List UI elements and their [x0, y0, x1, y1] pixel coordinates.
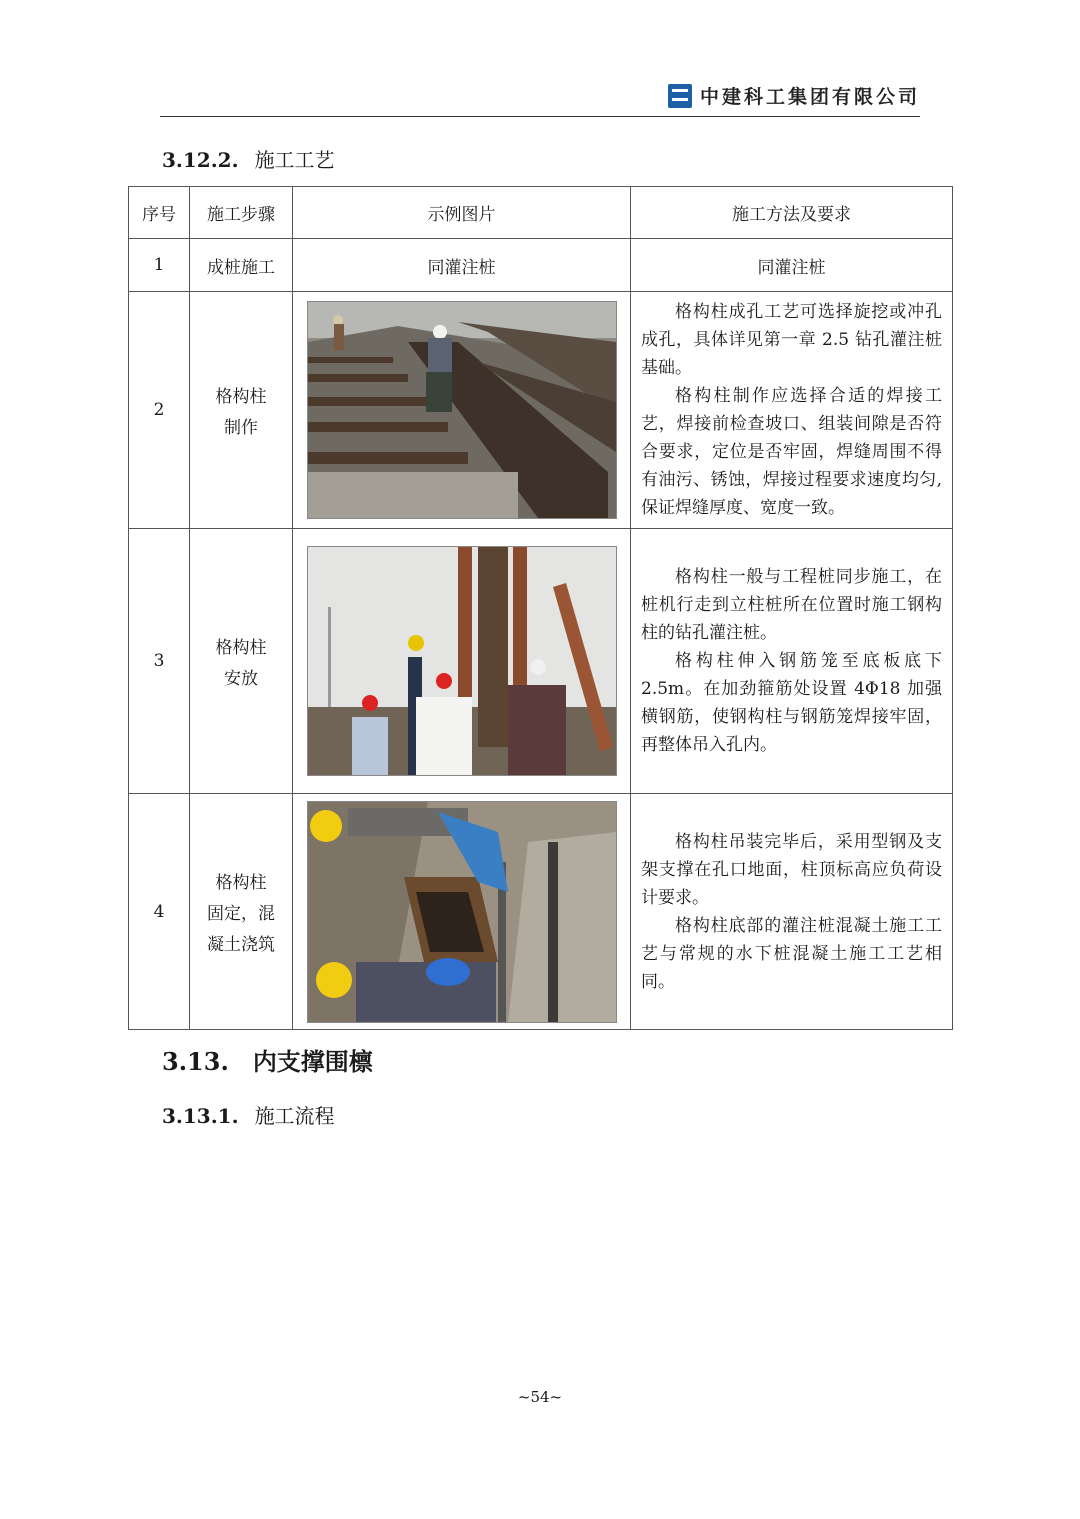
table-row: [129, 292, 953, 529]
section-title: 施工工艺: [254, 148, 335, 172]
row-method-text: 同灌注桩: [631, 239, 953, 292]
header-cell: 施工步骤: [190, 187, 293, 239]
step-line: 格构柱: [215, 387, 267, 407]
row-image: [293, 794, 631, 1030]
page-number: ~54~: [517, 1388, 563, 1406]
company-logo: [668, 82, 920, 109]
method-paragraph: 格构柱底部的灌注桩混凝土施工工艺与常规的水下桩混凝土施工工艺相同。: [641, 915, 942, 992]
step-line: 格构柱: [215, 873, 267, 893]
row-number: 2: [129, 292, 190, 529]
pile-rig-installation-photo: [307, 546, 617, 776]
welding-lattice-column-photo: [307, 301, 617, 519]
section-title: 内支撑围檩: [252, 1047, 373, 1076]
pile-rig-scene-illustration: [308, 547, 616, 775]
section-heading-3-13-1: [162, 1100, 335, 1129]
step-line: 固定，混: [207, 904, 275, 924]
excavation-scene-illustration: [308, 802, 616, 1022]
table-row: [129, 239, 953, 292]
row-step: [190, 292, 293, 529]
header-cell: 序号: [129, 187, 190, 239]
company-name: 中建科工集团有限公司: [699, 86, 920, 108]
header-cell: 示例图片: [293, 187, 631, 239]
table-row: [129, 529, 953, 794]
row-step: 成桩施工: [190, 239, 293, 292]
row-number: 3: [129, 529, 190, 794]
method-paragraph: 格构柱一般与工程桩同步施工，在桩机行走到立柱桩所在位置时施工钢构柱的钻孔灌注桩。: [641, 567, 942, 643]
table-row: [129, 794, 953, 1030]
column-fixing-concrete-photo: [307, 801, 617, 1023]
row-image-text: 同灌注桩: [293, 239, 631, 292]
section-number: 3.13.1.: [162, 1104, 239, 1128]
header-cell: 施工方法及要求: [631, 187, 953, 239]
construction-process-table: [128, 186, 953, 1030]
row-image: [293, 529, 631, 794]
cscec-logo-icon: [668, 84, 692, 108]
row-method: [631, 292, 953, 529]
row-step: [190, 794, 293, 1030]
step-line: 凝土浇筑: [207, 935, 275, 955]
method-paragraph: 格构柱成孔工艺可选择旋挖或冲孔成孔，具体详见第一章 2.5 钻孔灌注桩基础。: [641, 302, 942, 378]
row-image: [293, 292, 631, 529]
method-paragraph: 格构柱制作应选择合适的焊接工艺，焊接前检查坡口、组装间隙是否符合要求，定位是否牢固，焊缝周围不得有油污、锈蚀，焊接过程要求速度均匀,保证焊缝厚度、宽度一致。: [641, 386, 942, 518]
section-number: 3.13.: [162, 1047, 229, 1076]
section-title: 施工流程: [254, 1104, 335, 1128]
step-line: 安放: [224, 669, 258, 689]
row-step: [190, 529, 293, 794]
step-line: 格构柱: [215, 638, 267, 658]
table-header-row: [129, 187, 953, 239]
welding-scene-illustration: [308, 302, 616, 518]
row-method: [631, 529, 953, 794]
step-line: 制作: [224, 418, 258, 438]
row-number: 4: [129, 794, 190, 1030]
page-header: [160, 72, 920, 117]
section-heading-3-12-2: [162, 144, 335, 173]
section-heading-3-13: [162, 1042, 373, 1077]
method-paragraph: 格构柱吊装完毕后，采用型钢及支架支撑在孔口地面，柱顶标高应负荷设计要求。: [641, 831, 942, 908]
row-method: [631, 794, 953, 1030]
section-number: 3.12.2.: [162, 148, 239, 172]
row-number: 1: [129, 239, 190, 292]
method-paragraph: 格构柱伸入钢筋笼至底板底下2.5m。在加劲箍筋处设置 4Φ18 加强横钢筋，使钢构柱与钢筋笼焊接牢固，再整体吊入孔内。: [641, 651, 942, 755]
